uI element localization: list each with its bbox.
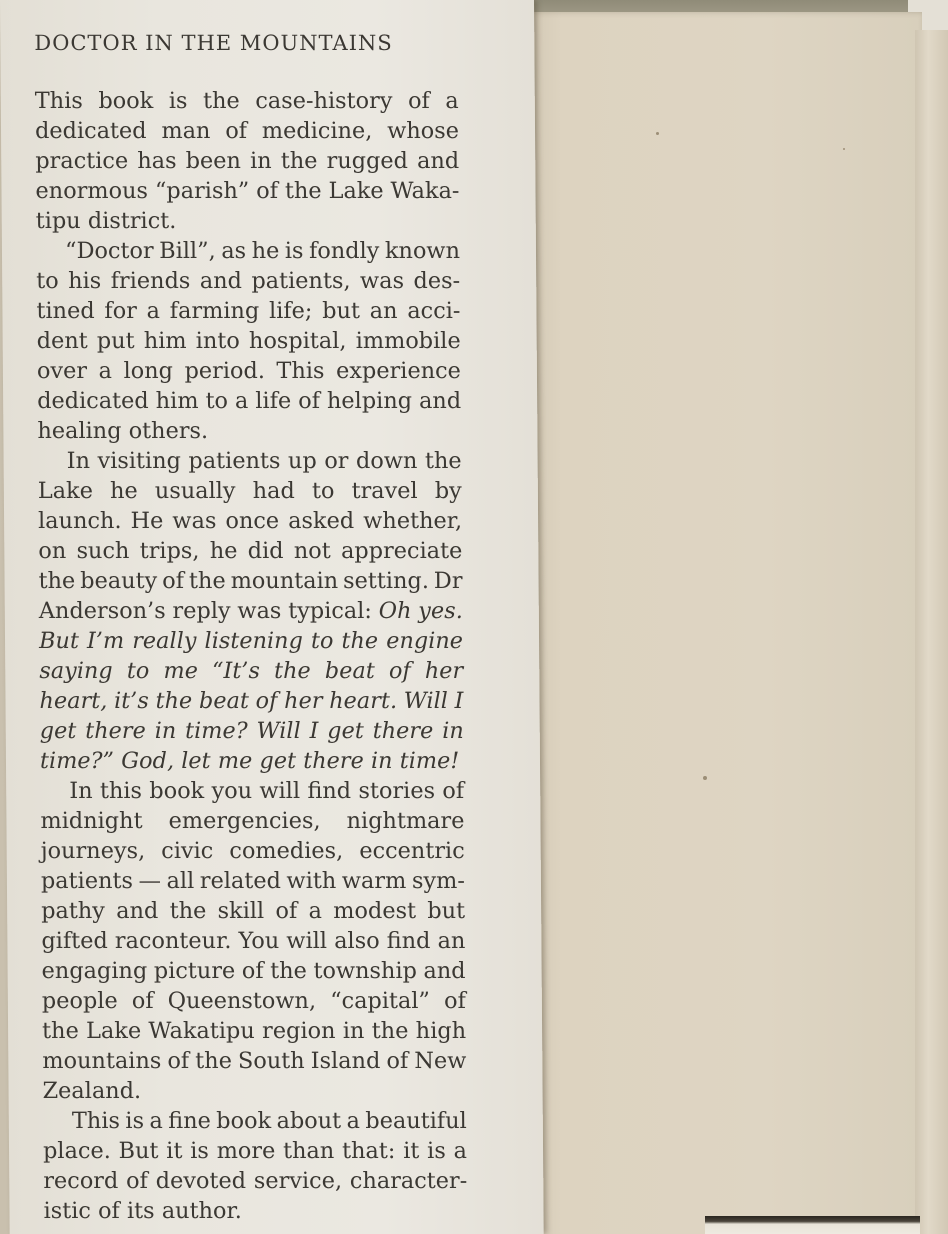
book-bottom-edge: [705, 1216, 920, 1234]
blurb-line: time?” God, let me get there in time!: [39, 748, 460, 774]
blurb-line: over a long period. This experience: [36, 358, 461, 384]
blurb-line: In visiting patients up or down the: [66, 448, 462, 474]
blurb-line: get there in time? Will I get there in: [39, 718, 464, 744]
blurb-line: pathy and the skill of a modest but: [41, 898, 466, 924]
blurb-line: tined for a farming life; but an acci-: [36, 298, 461, 324]
blurb-line: Zealand.: [42, 1078, 142, 1104]
blurb-line: dedicated man of medicine, whose: [34, 118, 460, 144]
blurb-line: Anderson’s reply was typical: Oh yes.: [38, 598, 463, 624]
blurb-line: journeys, civic comedies, eccentric: [40, 838, 465, 864]
blurb-line: people of Queenstown, “capital” of: [41, 988, 466, 1014]
blurb-line: record of devoted service, character-: [43, 1168, 468, 1194]
blurb-line: engaging picture of the township and: [41, 958, 466, 984]
blurb-line: “Doctor Bill”, as he is fondly known: [64, 238, 461, 264]
blurb-line: place. But it is more than that: it is a: [42, 1138, 468, 1164]
blurb-line: This is a fine book about a beautiful: [71, 1108, 467, 1134]
blurb-line: to his friends and patients, was des-: [36, 268, 461, 294]
blurb-line: In this book you will find stories of: [69, 778, 465, 804]
blurb-line: practice has been in the rugged and: [35, 148, 460, 174]
blurb-line: dedicated him to a life of helping and: [37, 388, 462, 414]
book-title: DOCTOR IN THE MOUNTAINS: [34, 31, 393, 55]
blurb-line: on such trips, he did not appreciate: [38, 538, 463, 564]
blurb-line: But I’m really listening to the engine: [38, 628, 464, 654]
blurb-line: patients — all related with warm sym-: [40, 868, 465, 894]
blurb-line: gifted raconteur. You will also find an: [41, 928, 466, 954]
blurb-line: midnight emergencies, nightmare: [40, 808, 465, 834]
paper-speck: [656, 132, 659, 135]
paper-speck: [843, 148, 845, 150]
paper-speck: [703, 776, 707, 780]
blurb-line: the Lake Wakatipu region in the high: [41, 1018, 467, 1044]
book-page-edge: [915, 30, 948, 1234]
blurb-line: saying to me “It’s the beat of her: [39, 658, 464, 684]
blurb-line: tipu district.: [35, 208, 177, 234]
blurb-line: enormous “parish” of the Lake Waka-: [35, 178, 460, 204]
blurb-line: launch. He was once asked whether,: [37, 508, 463, 534]
book-endpaper: [530, 12, 922, 1234]
blurb-line: heart, it’s the beat of her heart. Will I: [39, 688, 464, 714]
blurb-line: This book is the case-history of a: [34, 88, 459, 114]
blurb-line: dent put him into hospital, immobile: [36, 328, 461, 354]
blurb-line: the beauty of the mountain setting. Dr: [38, 568, 463, 594]
blurb-line: Lake he usually had to travel by: [37, 478, 462, 504]
jacket-blurb: [34, 28, 467, 1226]
blurb-line: mountains of the South Island of New: [42, 1048, 467, 1074]
blurb-line: healing others.: [37, 418, 209, 444]
blurb-line: istic of its author.: [43, 1198, 242, 1224]
